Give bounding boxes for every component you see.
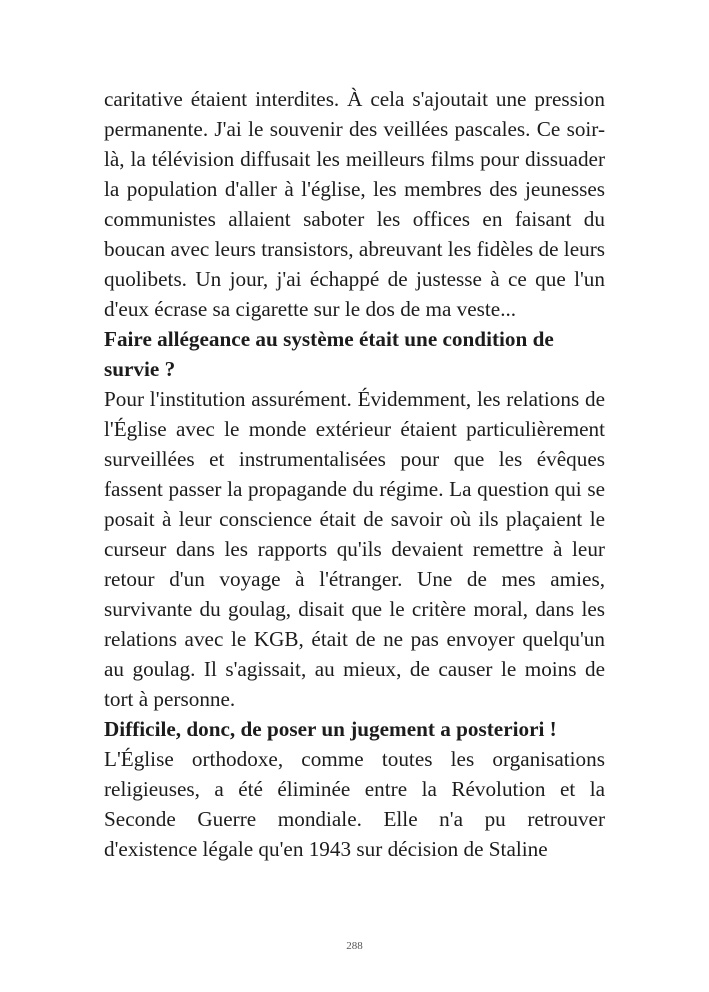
interview-question-jugement: Difficile, donc, de poser un jugement a posteriori ! <box>104 717 557 741</box>
body-text <box>104 84 605 864</box>
interview-question-allegeance: Faire allégeance au système était une condition de survie ? <box>104 327 554 381</box>
page-number: 288 <box>346 940 363 952</box>
paragraph-institution: Pour l'institution assurément. Évidemment, les relations de l'Église avec le monde extérieur étaient particulièrement surveillées et instrumentalisées pour que les évêques fassent passer la propagande du régime. La question qui se posait à leur conscience était de savoir où ils plaçaient le curseur dans les rapports qu'ils devaient remettre à leur retour d'un voyage à l'étranger. Une de mes amies, survivante du goulag, disait que le critère moral, dans les relations avec le KGB, était de ne pas envoyer quelqu'un au goulag. Il s'agissait, au mieux, de causer le moins de tort à personne. <box>104 387 605 711</box>
paragraph-veillees-pascales: caritative étaient interdites. À cela s'ajoutait une pression permanente. J'ai le souvenir des veillées pascales. Ce soir-là, la télévision diffusait les meilleurs films pour dissuader la population d'aller à l'église, les membres des jeunesses communistes allaient saboter les offices en faisant du boucan avec leurs transistors, abreuvant les fidèles de leurs quolibets. Un jour, j'ai échappé de justesse à ce que l'un d'eux écrase sa cigarette sur le dos de ma veste... <box>104 87 605 321</box>
paragraph-eglise-orthodoxe: L'Église orthodoxe, comme toutes les organisations religieuses, a été éliminée entre la Révolution et la Seconde Guerre mondiale. Elle n'a pu retrouver d'existence légale qu'en 1943 sur décision de Staline <box>104 747 605 861</box>
